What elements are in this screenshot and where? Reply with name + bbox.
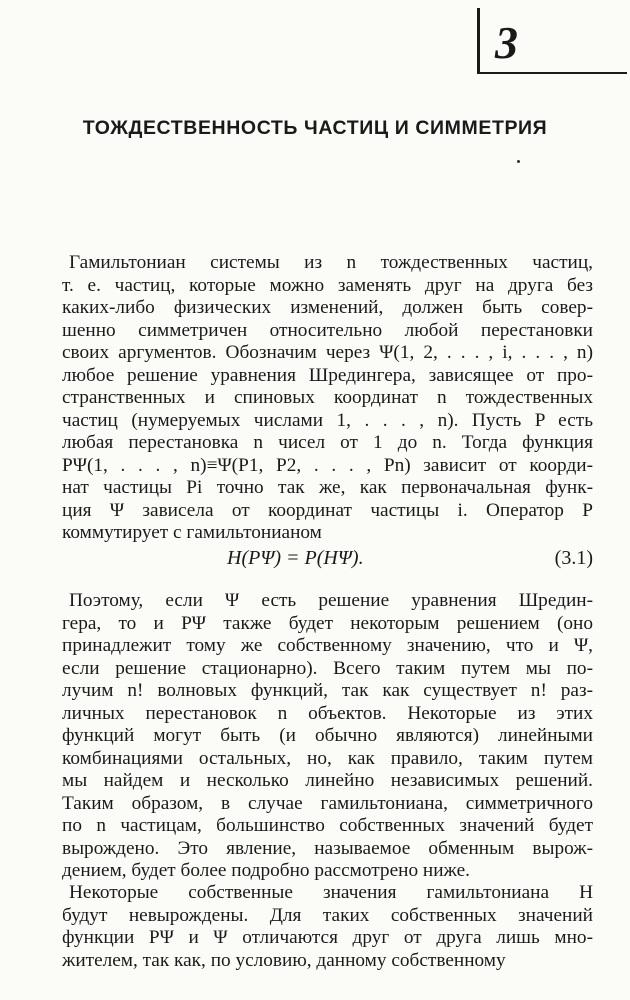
text-line: мы найдем и несколько линейно независимых решений. bbox=[62, 770, 593, 791]
text-line: лучим n! волновых функций, так как существует n! раз- bbox=[62, 680, 593, 701]
text-line: ция Ψ зависела от координат частицы i. Оператор P bbox=[62, 499, 593, 521]
text-line: странственных и спиновых координат n тождественных bbox=[62, 387, 593, 408]
text-line: будут невырождены. Для таких собственных значений bbox=[62, 904, 593, 926]
equation-formula: H(PΨ) = P(HΨ). bbox=[227, 547, 364, 569]
text-line: PΨ(1, . . . , n)≡Ψ(P1, P2, . . . , Pn) зависит от коорди- bbox=[62, 454, 593, 476]
equation-3-1 bbox=[62, 547, 593, 573]
chapter-number: 3 bbox=[495, 17, 518, 68]
text-line: любая перестановка n чисел от 1 до n. Тогда функция bbox=[62, 432, 593, 453]
text-line: Гамильтониан системы из n тождественных частиц, bbox=[69, 252, 593, 273]
text-line: частиц (нумеруемых числами 1, . . . , n). Пусть P есть bbox=[62, 409, 593, 431]
text-line: коммутирует с гамильтонианом bbox=[62, 522, 322, 543]
chapter-number-box bbox=[477, 8, 627, 74]
chapter-box-vertical-rule bbox=[477, 8, 480, 74]
text-line: гера, то и PΨ также будет некоторым решением (оно bbox=[62, 612, 593, 634]
text-line: Поэтому, если Ψ есть решение уравнения Шредин- bbox=[69, 590, 593, 611]
text-line: если решение стационарно). Всего таким путем мы по- bbox=[62, 657, 593, 679]
chapter-box-horizontal-rule bbox=[477, 72, 627, 74]
text-line: т. е. частиц, которые можно заменять друг на друга без bbox=[62, 274, 593, 296]
text-line: своих аргументов. Обозначим через Ψ(1, 2, . . . , i, . . . , n) bbox=[62, 342, 593, 363]
text-line: дением, будет более подробно рассмотрено ниже. bbox=[62, 860, 470, 881]
text-line: любое решение уравнения Шредингера, зависящее от про- bbox=[62, 364, 593, 386]
text-line: принадлежит тому же собственному значению, что и Ψ, bbox=[62, 635, 593, 656]
text-line: по n частицам, большинство собственных значений будет bbox=[62, 815, 593, 836]
text-line: функции PΨ и Ψ отличаются друг от друга лишь мно- bbox=[62, 927, 593, 948]
print-speck bbox=[517, 160, 520, 163]
paragraph-2 bbox=[62, 590, 593, 883]
text-line: жителем, так как, по условию, данному собственному bbox=[62, 949, 506, 971]
text-line: шенно симметричен относительно любой перестановки bbox=[62, 319, 593, 341]
paragraph-1 bbox=[62, 252, 593, 545]
text-line: комбинациями остальных, но, как правило, таким путем bbox=[62, 747, 593, 769]
text-line: каких-либо физических изменений, должен быть совер- bbox=[62, 297, 593, 318]
text-line: личных перестановок n объектов. Некоторые из этих bbox=[62, 702, 593, 724]
equation-number: (3.1) bbox=[554, 547, 593, 569]
chapter-title: ТОЖДЕСТВЕННОСТЬ ЧАСТИЦ И СИММЕТРИЯ bbox=[82, 117, 548, 139]
text-line: Таким образом, в случае гамильтониана, симметричного bbox=[62, 792, 593, 814]
paragraph-3 bbox=[62, 882, 593, 972]
text-line: функций могут быть (и обычно являются) линейными bbox=[62, 725, 593, 746]
text-line: Некоторые собственные значения гамильтониана H bbox=[69, 882, 593, 903]
text-line: нат частицы Pi точно так же, как первоначальная функ- bbox=[62, 477, 593, 498]
text-line: вырождено. Это явление, называемое обменным вырож- bbox=[62, 837, 593, 859]
